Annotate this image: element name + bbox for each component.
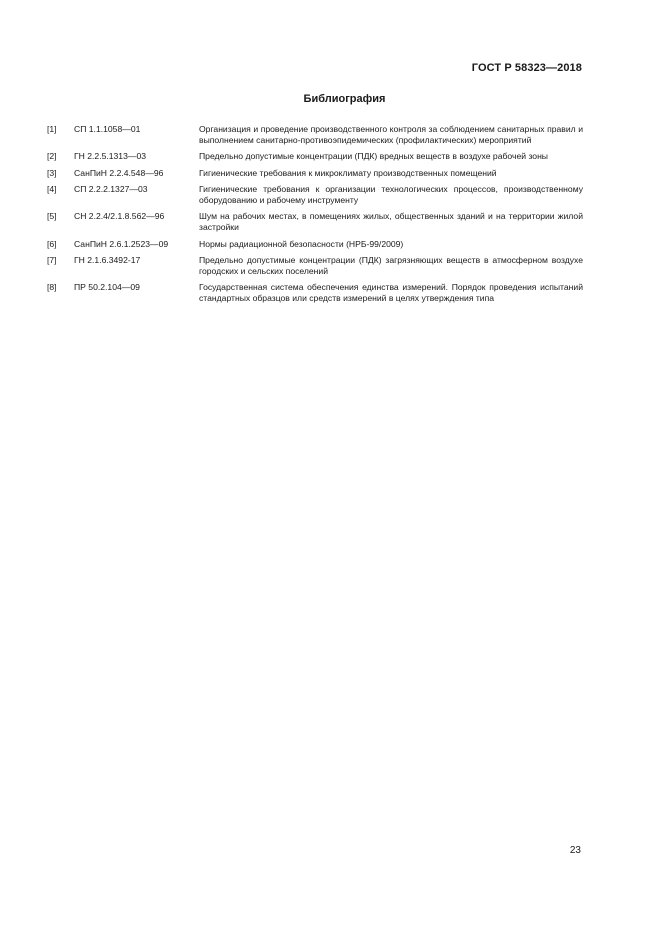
entry-number: [1]: [47, 124, 57, 134]
standard-code: ГОСТ Р 58323—2018: [471, 62, 582, 74]
entry-code: СанПиН 2.2.4.548—96: [74, 167, 164, 178]
bibliography-entry: [47, 168, 583, 179]
entry-number: [8]: [47, 282, 57, 293]
entry-description: Предельно допустимые концентрации (ПДК) вредных веществ в воздухе рабочей зоны: [199, 151, 548, 162]
entry-description: Гигиенические требования к микроклимату производственных помещений: [199, 167, 497, 178]
bibliography-entry: [47, 211, 583, 233]
entry-code: ГН 2.1.6.3492-17: [74, 254, 141, 265]
entry-number: [7]: [47, 254, 57, 265]
entry-description: Нормы радиационной безопасности (НРБ-99/2009): [199, 238, 404, 249]
bibliography-entry: [47, 239, 583, 250]
entry-number: [3]: [47, 167, 57, 178]
entry-number: [4]: [47, 183, 57, 194]
entry-code: СН 2.2.4/2.1.8.562—96: [74, 211, 165, 222]
entry-description: Государственная система обеспечения единства измерений. Порядок проведения испытаний стандартных образцов или средств измерений в целях утверждения типа: [199, 282, 583, 304]
entry-code: ПР 50.2.104—09: [74, 282, 140, 293]
bibliography-entry: [47, 282, 583, 304]
bibliography-list: [47, 124, 583, 310]
entry-number: [6]: [47, 238, 57, 249]
bibliography-entry: [47, 255, 583, 277]
entry-code: СП 2.2.2.1327—03: [74, 183, 148, 194]
entry-number: [5]: [47, 211, 57, 222]
section-title: Библиография: [303, 93, 386, 105]
entry-description: Шум на рабочих местах, в помещениях жилых, общественных зданий и на территории жилой застройки: [199, 211, 583, 233]
entry-description: Гигиенические требования к организации технологических процессов, производственному оборудованию и рабочему инструменту: [199, 183, 583, 206]
entry-description: Организация и проведение производственного контроля за соблюдением санитарных правил и выполнением санитарно-противоэпидемических (профилактических) мероприятий: [199, 124, 583, 146]
bibliography-entry: [47, 184, 583, 206]
entry-description: Предельно допустимые концентрации (ПДК) загрязняющих веществ в атмосферном воздухе городских и сельских поселений: [199, 254, 583, 277]
entry-code: СП 1.1.1058—01: [74, 124, 141, 134]
entry-number: [2]: [47, 151, 57, 162]
bibliography-entry: [47, 124, 583, 146]
bibliography-entry: [47, 151, 583, 162]
entry-code: СанПиН 2.6.1.2523—09: [74, 238, 169, 249]
page-number: 23: [569, 845, 581, 856]
entry-code: ГН 2.2.5.1313—03: [74, 151, 147, 162]
